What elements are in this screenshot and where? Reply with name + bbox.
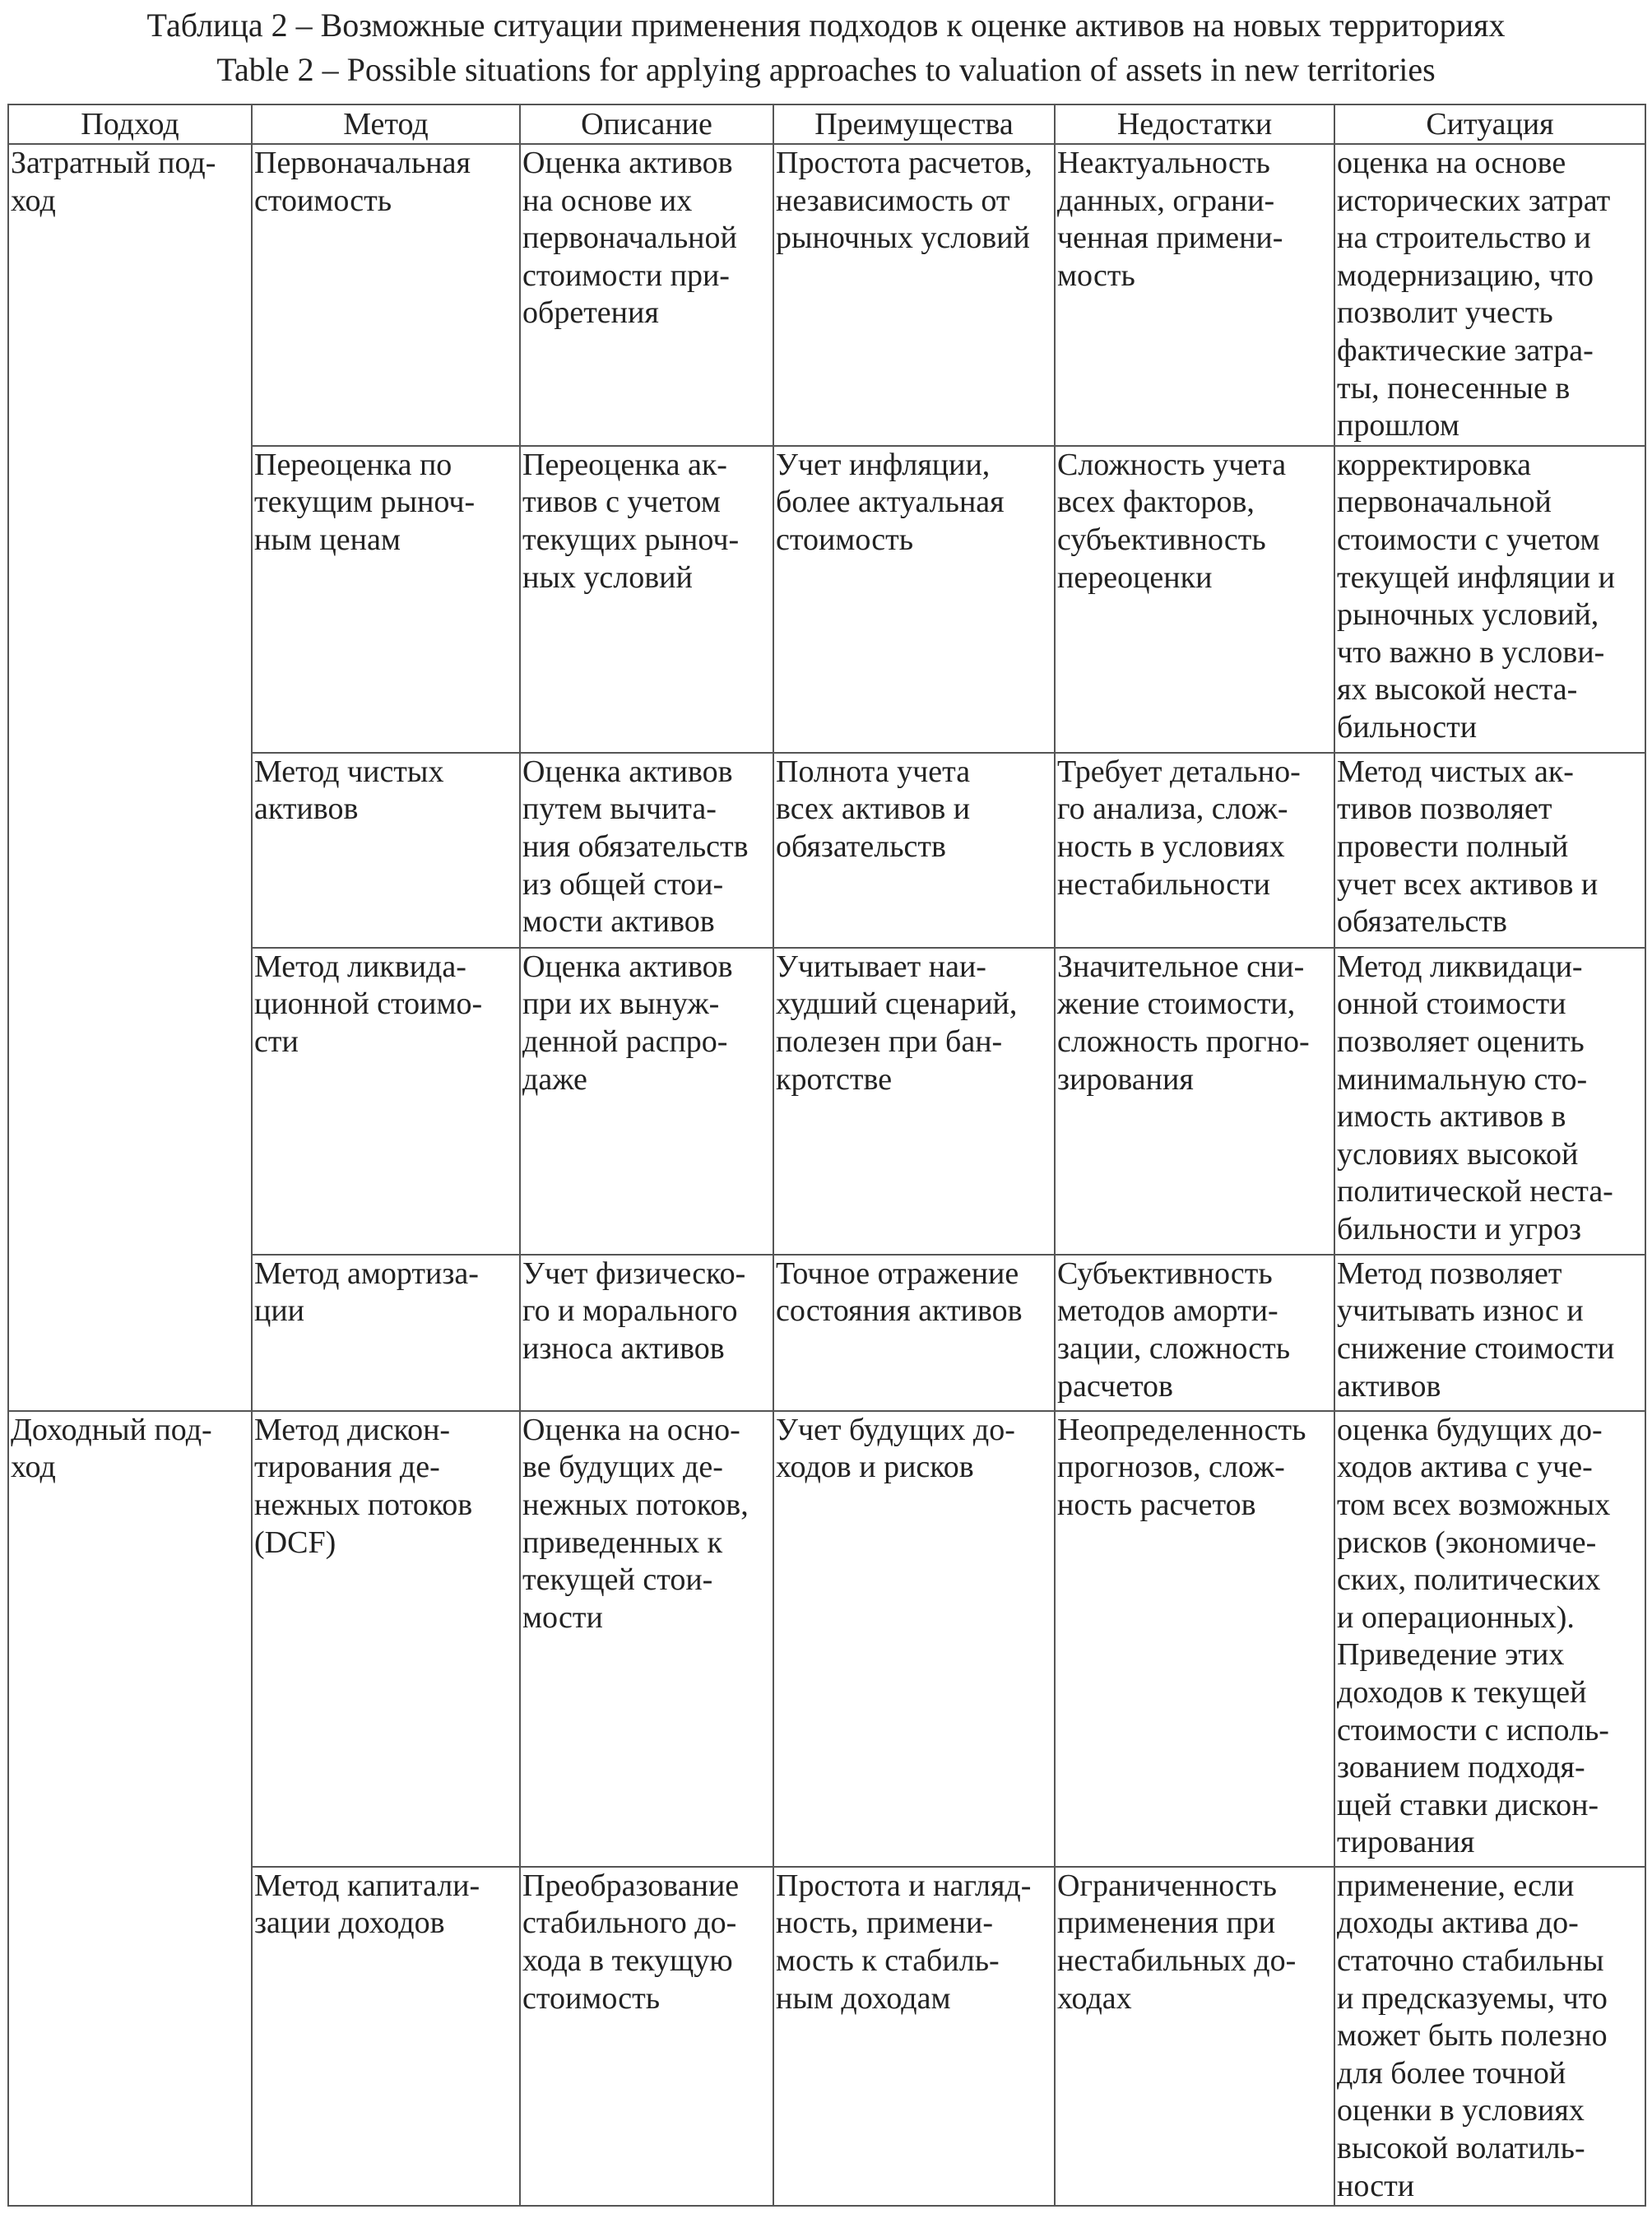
table-row xyxy=(8,1411,1645,1867)
method-cell: Первоначальная стоимость xyxy=(252,144,520,446)
table-row xyxy=(8,1867,1645,2206)
advantages-cell: Учет будущих до- ходов и рисков xyxy=(773,1411,1055,1867)
advantages-cell: Полнота учета всех активов и обязательств xyxy=(773,753,1055,948)
column-header-advantages: Преимущества xyxy=(773,104,1055,144)
advantages-cell: Учет инфляции, более актуальная стоимость xyxy=(773,446,1055,753)
disadvantages-cell: Требует детально- го анализа, слож- ность в условиях нестабильности xyxy=(1055,753,1334,948)
column-header-disadvantages: Недостатки xyxy=(1055,104,1334,144)
table-row xyxy=(8,753,1645,948)
situation-cell: корректировка первоначальной стоимости с учетом текущей инфляции и рыночных условий, что важно в услови- ях высокой неста- бильности xyxy=(1334,446,1645,753)
advantages-cell: Точное отражение состояния активов xyxy=(773,1255,1055,1411)
situation-cell: применение, если доходы актива до- статочно стабильны и предсказуемы, что может быть полезно для более точной оценки в условиях высокой волатиль- ности xyxy=(1334,1867,1645,2206)
column-header-description: Описание xyxy=(520,104,773,144)
method-cell: Метод дискон- тирования де- нежных потоков (DCF) xyxy=(252,1411,520,1867)
table-row xyxy=(8,446,1645,753)
advantages-cell: Простота расчетов, независимость от рыночных условий xyxy=(773,144,1055,446)
table-row xyxy=(8,144,1645,446)
advantages-cell: Простота и нагляд- ность, примени- мость к стабиль- ным доходам xyxy=(773,1867,1055,2206)
method-cell: Метод амортиза- ции xyxy=(252,1255,520,1411)
disadvantages-cell: Неопределенность прогнозов, слож- ность расчетов xyxy=(1055,1411,1334,1867)
approach-cell-cost: Затратный под- ход xyxy=(8,144,252,1411)
column-header-method: Метод xyxy=(252,104,520,144)
disadvantages-cell: Субъективность методов аморти- зации, сложность расчетов xyxy=(1055,1255,1334,1411)
situation-cell: Метод позволяет учитывать износ и снижение стоимости активов xyxy=(1334,1255,1645,1411)
situation-cell: Метод ликвидаци- онной стоимости позволяет оценить минимальную сто- имость активов в условиях высокой политической неста- бильности и угроз xyxy=(1334,948,1645,1255)
method-cell: Переоценка по текущим рыноч- ным ценам xyxy=(252,446,520,753)
column-header-approach: Подход xyxy=(8,104,252,144)
advantages-cell: Учитывает наи- худший сценарий, полезен при бан- кротстве xyxy=(773,948,1055,1255)
valuation-approaches-table xyxy=(7,104,1646,2207)
situation-cell: Метод чистых ак- тивов позволяет провести полный учет всех активов и обязательств xyxy=(1334,753,1645,948)
method-cell: Метод чистых активов xyxy=(252,753,520,948)
description-cell: Оценка активов путем вычита- ния обязательств из общей стои- мости активов xyxy=(520,753,773,948)
table-row xyxy=(8,948,1645,1255)
table-caption xyxy=(0,3,1652,92)
method-cell: Метод капитали- зации доходов xyxy=(252,1867,520,2206)
disadvantages-cell: Сложность учета всех факторов, субъективность переоценки xyxy=(1055,446,1334,753)
caption-russian: Таблица 2 – Возможные ситуации применения подходов к оценке активов на новых территориях xyxy=(146,7,1506,44)
table-header-row xyxy=(8,104,1645,144)
description-cell: Оценка на осно- ве будущих де- нежных потоков, приведенных к текущей стои- мости xyxy=(520,1411,773,1867)
caption-english: Table 2 – Possible situations for applying approaches to valuation of assets in new territories xyxy=(216,51,1436,88)
description-cell: Оценка активов на основе их первоначальной стоимости при- обретения xyxy=(520,144,773,446)
disadvantages-cell: Значительное сни- жение стоимости, сложность прогно- зирования xyxy=(1055,948,1334,1255)
description-cell: Оценка активов при их вынуж- денной распро- даже xyxy=(520,948,773,1255)
column-header-situation: Ситуация xyxy=(1334,104,1645,144)
description-cell: Преобразование стабильного до- хода в текущую стоимость xyxy=(520,1867,773,2206)
situation-cell: оценка будущих до- ходов актива с уче- том всех возможных рисков (экономиче- ских, политических и операционных). Приведение этих доходов к текущей стоимости с исполь- зованием подходя- щей ставки дискон- тирования xyxy=(1334,1411,1645,1867)
description-cell: Переоценка ак- тивов с учетом текущих рыноч- ных условий xyxy=(520,446,773,753)
method-cell: Метод ликвида- ционной стоимо- сти xyxy=(252,948,520,1255)
approach-cell-income: Доходный под- ход xyxy=(8,1411,252,2206)
disadvantages-cell: Неактуальность данных, ограни- ченная примени- мость xyxy=(1055,144,1334,446)
disadvantages-cell: Ограниченность применения при нестабильных до- ходах xyxy=(1055,1867,1334,2206)
description-cell: Учет физическо- го и морального износа активов xyxy=(520,1255,773,1411)
table-row xyxy=(8,1255,1645,1411)
situation-cell: оценка на основе исторических затрат на строительство и модернизацию, что позволит учесть фактические затра- ты, понесенные в прошлом xyxy=(1334,144,1645,446)
